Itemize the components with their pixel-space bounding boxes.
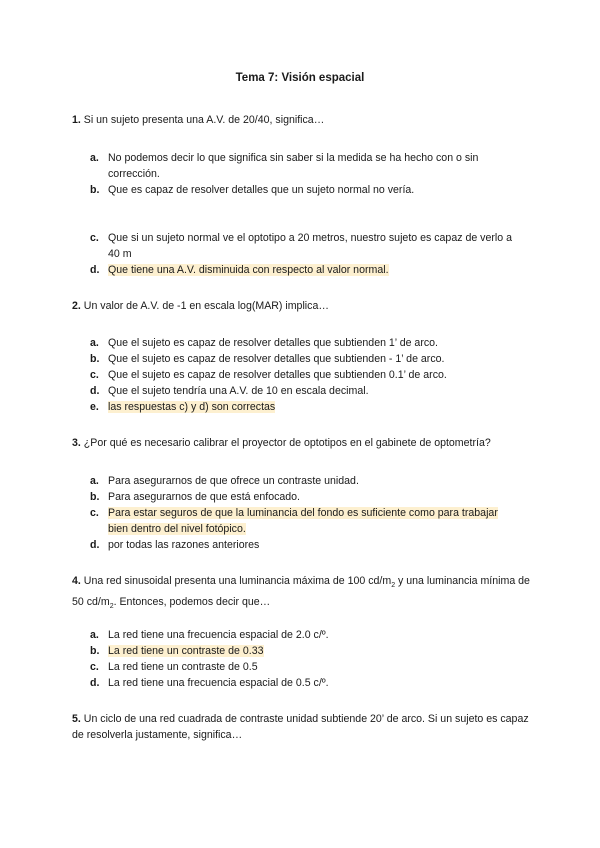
option-text: Para asegurarnos de que ofrece un contraste unidad.: [108, 475, 359, 487]
option-text-highlighted: las respuestas c) y d) son correctas: [108, 401, 276, 413]
question-2-options: [90, 335, 520, 415]
option-text: Que el sujeto tendría una A.V. de 10 en escala decimal.: [108, 385, 369, 397]
option-3a: [90, 473, 520, 489]
option-1d: [90, 262, 520, 278]
option-text-highlighted: Para estar seguros de que la luminancia del fondo es suficiente como para trabajar bien dentro del nivel fotópico.: [108, 507, 498, 535]
page-title: Tema 7: Visión espacial: [235, 72, 365, 84]
option-letter: a.: [90, 629, 99, 641]
question-1: [72, 112, 532, 128]
option-1a: [90, 150, 520, 182]
option-2d: [90, 383, 520, 399]
question-4: [72, 573, 532, 615]
option-4b: [90, 643, 520, 659]
option-text-highlighted: La red tiene un contraste de 0.33: [108, 645, 264, 657]
question-number: 4.: [72, 575, 81, 587]
option-3b: [90, 489, 520, 505]
question-3: [72, 435, 532, 451]
superscript-2: 2: [391, 582, 396, 590]
option-text: Que es capaz de resolver detalles que un sujeto normal no vería.: [108, 184, 415, 196]
option-letter: e.: [90, 401, 99, 413]
option-2c: [90, 367, 520, 383]
option-1c: [90, 230, 520, 262]
question-3-options: [90, 473, 520, 553]
option-letter: b.: [90, 184, 100, 196]
superscript-2: 2: [109, 603, 114, 611]
option-letter: b.: [90, 353, 100, 365]
option-text: Que el sujeto es capaz de resolver detalles que subtienden 0.1’ de arco.: [108, 369, 447, 381]
option-letter: d.: [90, 264, 100, 276]
option-text: Que el sujeto es capaz de resolver detalles que subtienden - 1’ de arco.: [108, 353, 445, 365]
option-text: La red tiene una frecuencia espacial de 0.5 c/º.: [108, 677, 329, 689]
question-4-options: [90, 627, 520, 691]
option-4c: [90, 659, 520, 675]
question-text: ¿Por qué es necesario calibrar el proyector de optotipos en el gabinete de optometría?: [83, 437, 491, 449]
option-letter: a.: [90, 475, 99, 487]
question-text: Si un sujeto presenta una A.V. de 20/40, significa…: [83, 114, 325, 126]
option-letter: c.: [90, 507, 99, 519]
option-text: La red tiene un contraste de 0.5: [108, 661, 258, 673]
option-text: Que el sujeto es capaz de resolver detalles que subtienden 1’ de arco.: [108, 337, 438, 349]
question-number: 1.: [72, 114, 81, 126]
option-2a: [90, 335, 520, 351]
question-number: 3.: [72, 437, 81, 449]
option-text: No podemos decir lo que significa sin saber si la medida se ha hecho con o sin corrección.: [108, 152, 479, 180]
option-text: por todas las razones anteriores: [108, 539, 260, 551]
option-letter: d.: [90, 539, 100, 551]
option-letter: d.: [90, 677, 100, 689]
option-letter: c.: [90, 232, 99, 244]
option-text: Para asegurarnos de que está enfocado.: [108, 491, 301, 503]
question-text-part: . Entonces, podemos decir que…: [113, 596, 271, 609]
option-1b: [90, 182, 520, 198]
option-2b: [90, 351, 520, 367]
option-letter: c.: [90, 369, 99, 381]
option-letter: b.: [90, 491, 100, 503]
option-text: La red tiene una frecuencia espacial de 2.0 c/º.: [108, 629, 329, 641]
option-letter: d.: [90, 385, 100, 397]
question-number: 5.: [72, 713, 81, 725]
option-2e: [90, 399, 520, 415]
question-number: 2.: [72, 300, 81, 312]
option-text-highlighted: Que tiene una A.V. disminuida con respecto al valor normal.: [108, 264, 389, 276]
question-text: Un ciclo de una red cuadrada de contraste unidad subtiende 20’ de arco. Si un sujeto es capaz de resolverla justamente, significa…: [72, 713, 529, 741]
option-4d: [90, 675, 520, 691]
option-4a: [90, 627, 520, 643]
option-3c: [90, 505, 520, 537]
question-text-part: y una luminancia mínima de 50 cd/m: [72, 575, 530, 609]
option-letter: a.: [90, 152, 99, 164]
question-2: [72, 298, 532, 314]
question-1-options: [90, 150, 520, 198]
option-3d: [90, 537, 520, 553]
option-letter: b.: [90, 645, 100, 657]
question-1-options-continued: [90, 230, 520, 278]
question-5: [72, 711, 532, 743]
option-letter: c.: [90, 661, 99, 673]
option-text: Que si un sujeto normal ve el optotipo a 20 metros, nuestro sujeto es capaz de verlo a 40 m: [108, 232, 512, 260]
option-letter: a.: [90, 337, 99, 349]
question-text: Un valor de A.V. de -1 en escala log(MAR) implica…: [83, 300, 329, 312]
question-text-part: Una red sinusoidal presenta una luminancia máxima de 100 cd/m: [83, 575, 392, 587]
